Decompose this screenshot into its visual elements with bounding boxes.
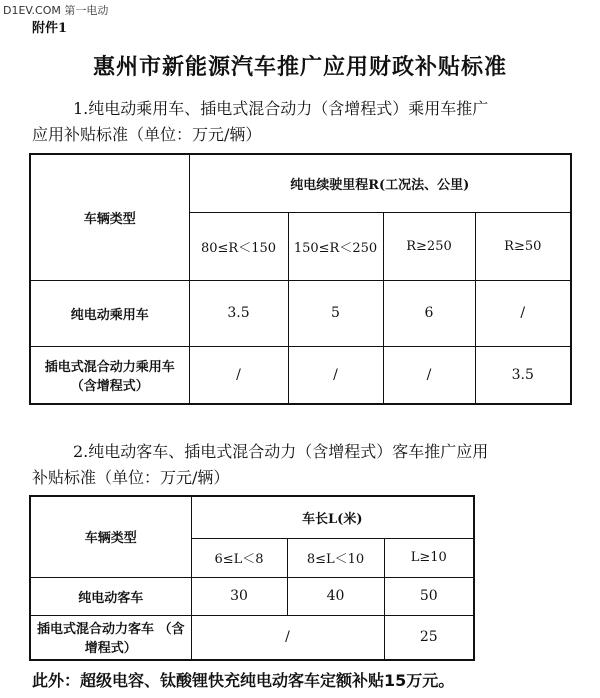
- table-row: [30, 346, 571, 404]
- header-length-group: 车长L(米): [191, 496, 474, 538]
- section1-heading-line2: 应用补贴标准（单位：万元/辆）: [32, 125, 262, 144]
- table-row: [30, 615, 474, 660]
- table-cell: 3.5: [189, 280, 288, 346]
- section2-heading-line1: 2.纯电动客车、插电式混合动力（含增程式）客车推广应用: [73, 442, 489, 461]
- table-cell: 5: [288, 280, 383, 346]
- section1-heading-line1: 1.纯电动乘用车、插电式混合动力（含增程式）乘用车推广: [73, 99, 489, 118]
- header-range-2: 150≤R＜250: [288, 212, 383, 280]
- bus-subsidy-table: [29, 495, 475, 661]
- header-length-1: 6≤L＜8: [191, 538, 287, 577]
- header-range-1: 80≤R＜150: [189, 212, 288, 280]
- row-label: 插电式混合动力乘用车 （含增程式）: [30, 346, 189, 404]
- table-cell: /: [288, 346, 383, 404]
- table-cell: 40: [287, 577, 384, 615]
- header-range-3: R≥250: [383, 212, 475, 280]
- table-cell: 6: [383, 280, 475, 346]
- table-cell: 25: [384, 615, 474, 660]
- row-label: 纯电动客车: [30, 577, 191, 615]
- passenger-car-subsidy-table: [29, 153, 572, 405]
- table-cell: 30: [191, 577, 287, 615]
- section1-heading: [32, 96, 572, 148]
- row-label: 插电式混合动力客车 （含增程式）: [30, 615, 191, 660]
- row-label: 纯电动乘用车: [30, 280, 189, 346]
- table-cell: 3.5: [475, 346, 571, 404]
- table-cell: /: [475, 280, 571, 346]
- watermark: D1EV.COM 第一电动: [3, 4, 109, 17]
- table-cell: /: [383, 346, 475, 404]
- header-length-3: L≥10: [384, 538, 474, 577]
- table-cell: 50: [384, 577, 474, 615]
- table-row: [30, 577, 474, 615]
- table-cell: /: [189, 346, 288, 404]
- section2-heading: [32, 439, 572, 491]
- footer-note: 此外：超级电容、钛酸锂快充纯电动客车定额补贴15万元。: [32, 671, 455, 690]
- header-vehicle-type: 车辆类型: [30, 154, 189, 280]
- table-row: [30, 280, 571, 346]
- header-range-4: R≥50: [475, 212, 571, 280]
- header-range-group: 纯电续驶里程R(工况法、公里): [189, 154, 571, 212]
- header-length-2: 8≤L＜10: [287, 538, 384, 577]
- header-vehicle-type: 车辆类型: [30, 496, 191, 577]
- document-title: 惠州市新能源汽车推广应用财政补贴标准: [92, 54, 507, 80]
- section2-heading-line2: 补贴标准（单位：万元/辆）: [32, 468, 230, 487]
- table-cell: /: [191, 615, 384, 660]
- attachment-label: 附件1: [32, 21, 68, 36]
